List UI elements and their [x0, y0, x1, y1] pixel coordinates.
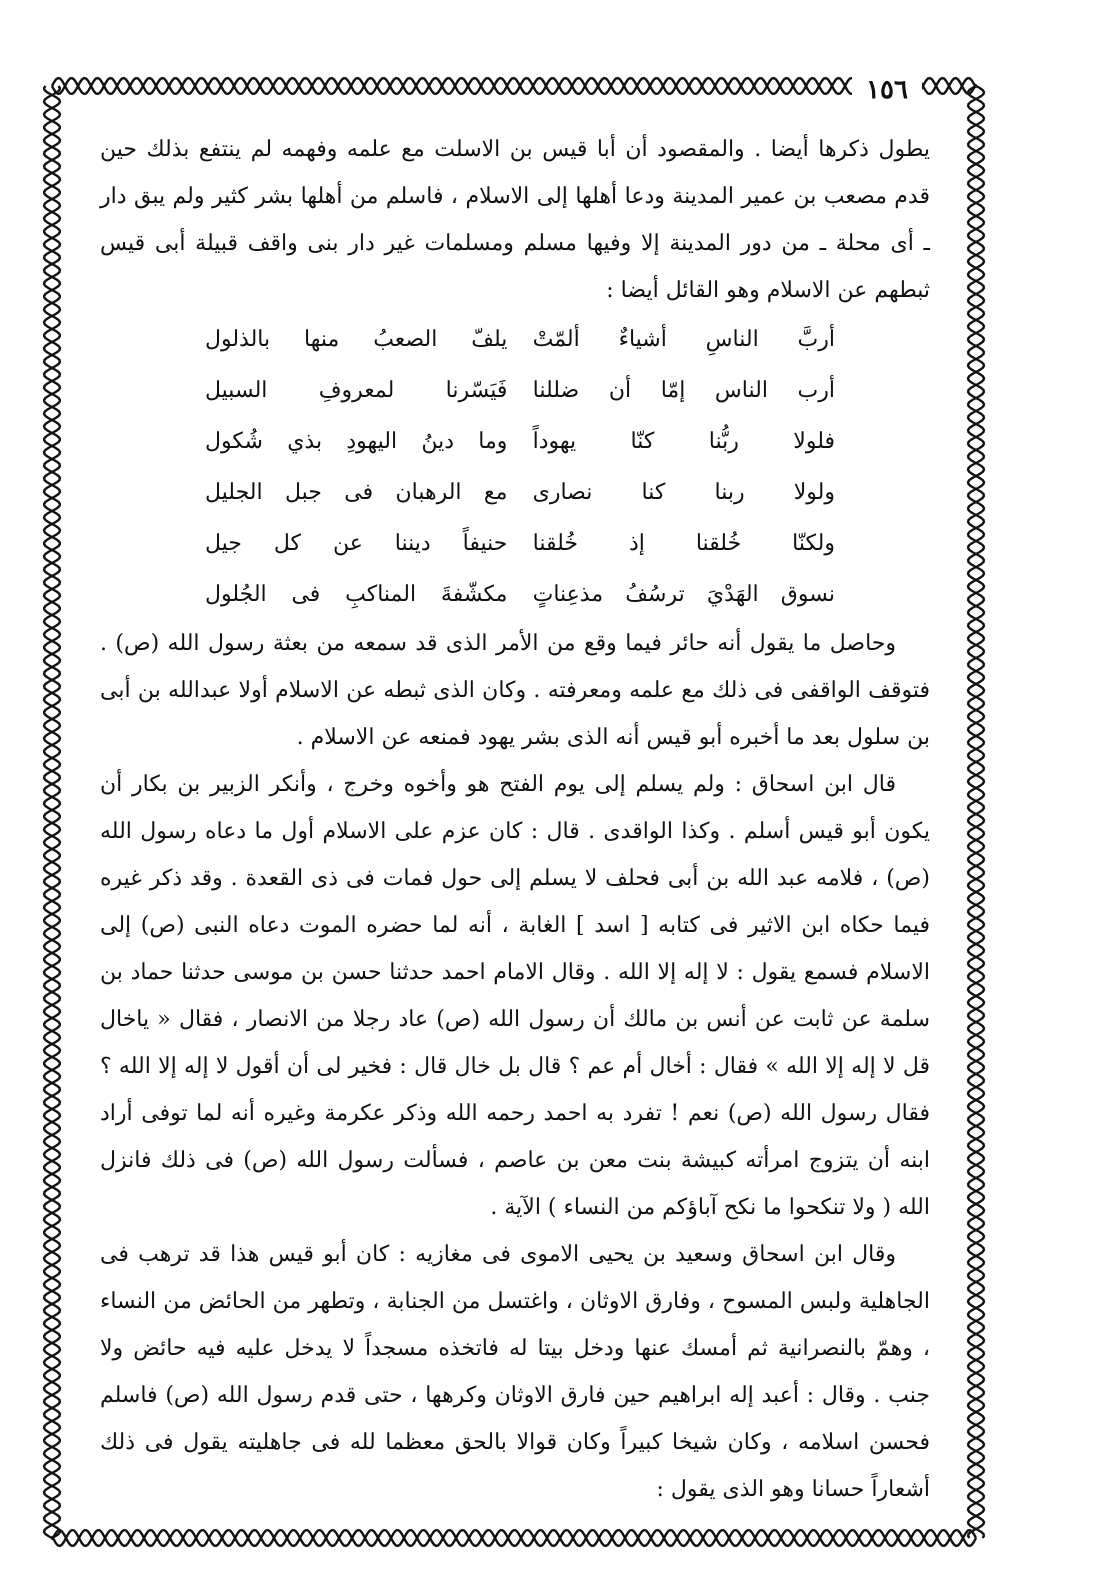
paragraph: وقال ابن اسحاق وسعيد بن يحيى الاموى فى مغازيه : كان أبو قيس هذا قد ترهب فى الجاهلية ولبس المسوح ، وفارق الاوثان ، واغتسل من الجنابة ، وتطهر من الحائض من النساء ، وهمّ بالنصرانية ثم أمسك عنها ودخل بيتا له فاتخذه مسجداً لا يدخل عليه فيه حائض ولا جنب . وقال : أعبد إله ابراهيم حين فارق الاوثان وكرهها ، حتى قدم رسول الله (ص) فاسلم فحسن اسلامه ، وكان شيخا كبيراً وكان قوالا بالحق معظما لله فى جاهليته يقول فى ذلك أشعاراً حسانا وهو الذى يقول :: [100, 1242, 930, 1502]
verse-second-hemistich: مكشّفةَ المناكبِ فى الجُلول: [205, 582, 508, 607]
verse-second-hemistich: وما دينُ اليهودِ بذي شُكول: [205, 429, 508, 454]
page-text: [100, 126, 930, 1513]
verse-second-hemistich: حنيفاً ديننا عن كل جيل: [205, 531, 508, 556]
verse-first-hemistich: فلولا ربُّنا كنّا يهوداً: [532, 429, 835, 454]
verse-first-hemistich: نسوق الهَدْيَ ترسُفُ مذعِناتٍ: [532, 582, 835, 607]
verse-first-hemistich: ولكنّا خُلقنا إذ خُلقنا: [532, 531, 835, 556]
paragraph: وحاصل ما يقول أنه حائر فيما وقع من الأمر الذى قد سمعه من بعثة رسول الله (ص) . فتوقف الواقفى فى ذلك مع علمه ومعرفته . وكان الذى ثبطه عن الاسلام أولا عبدالله بن أبى بن سلول بعد ما أخبره أبو قيس أنه الذى بشر يهود فمنعه عن الاسلام .: [100, 631, 930, 750]
verse-second-hemistich: فَيَسّرنا لمعروفِ السبيل: [205, 378, 508, 403]
verse-second-hemistich: يلفّ الصعبُ منها بالذلول: [205, 327, 508, 352]
poem: [205, 314, 835, 620]
poem-verse: [205, 467, 835, 518]
verse-first-hemistich: أربَّ الناسِ أشياءٌ ألمّتْ: [532, 327, 835, 352]
paragraph: قال ابن اسحاق : ولم يسلم إلى يوم الفتح هو وأخوه وخرج ، وأنكر الزبير بن بكار أن يكون أبو قيس أسلم . وكذا الواقدى . قال : كان عزم على الاسلام أول ما دعاه رسول الله (ص) ، فلامه عبد الله بن أبى فحلف لا يسلم إلى حول فمات فى ذى القعدة . وقد ذكر غيره فيما حكاه ابن الاثير فى كتابه [ اسد ] الغابة ، أنه لما حضره الموت دعاه النبى (ص) إلى الاسلام فسمع يقول : لا إله إلا الله . وقال الامام احمد حدثنا حسن بن موسى حدثنا حماد بن سلمة عن ثابت عن أنس بن مالك أن رسول الله (ص) عاد رجلا من الانصار ، فقال « ياخال قل لا إله إلا الله » فقال : أخال أم عم ؟ قال بل خال قال : فخير لى أن أقول لا إله إلا الله ؟ فقال رسول الله (ص) نعم ! تفرد به احمد رحمه الله وذكر عكرمة وغيره أنه لما توفى أراد ابنه أن يتزوج امرأته كبيشة بنت معن بن عاصم ، فسألت رسول الله (ص) فى ذلك فانزل الله ( ولا تنكحوا ما نكح آباؤكم من النساء ) الآية .: [100, 772, 930, 1220]
page-number: ١٥٦: [852, 74, 922, 106]
verse-first-hemistich: أرب الناس إمّا أن ضللنا: [532, 378, 835, 403]
poem-verse: [205, 365, 835, 416]
paragraph: يطول ذكرها أيضا . والمقصود أن أبا قيس بن الاسلت مع علمه وفهمه لم ينتفع بذلك حين قدم مصعب بن عمير المدينة ودعا أهلها إلى الاسلام ، فاسلم من أهلها بشر كثير ولم يبق دار ـ أى محلة ـ من دور المدينة إلا وفيها مسلم ومسلمات غير دار بنى واقف قبيلة أبى قيس ثبطهم عن الاسلام وهو القائل أيضا :: [100, 137, 930, 303]
verse-first-hemistich: ولولا ربنا كنا نصارى: [532, 480, 835, 505]
poem-verse: [205, 569, 835, 620]
poem-verse: [205, 416, 835, 467]
verse-second-hemistich: مع الرهبان فى جبل الجليل: [205, 480, 508, 505]
poem-verse: [205, 518, 835, 569]
poem-verse: [205, 314, 835, 365]
